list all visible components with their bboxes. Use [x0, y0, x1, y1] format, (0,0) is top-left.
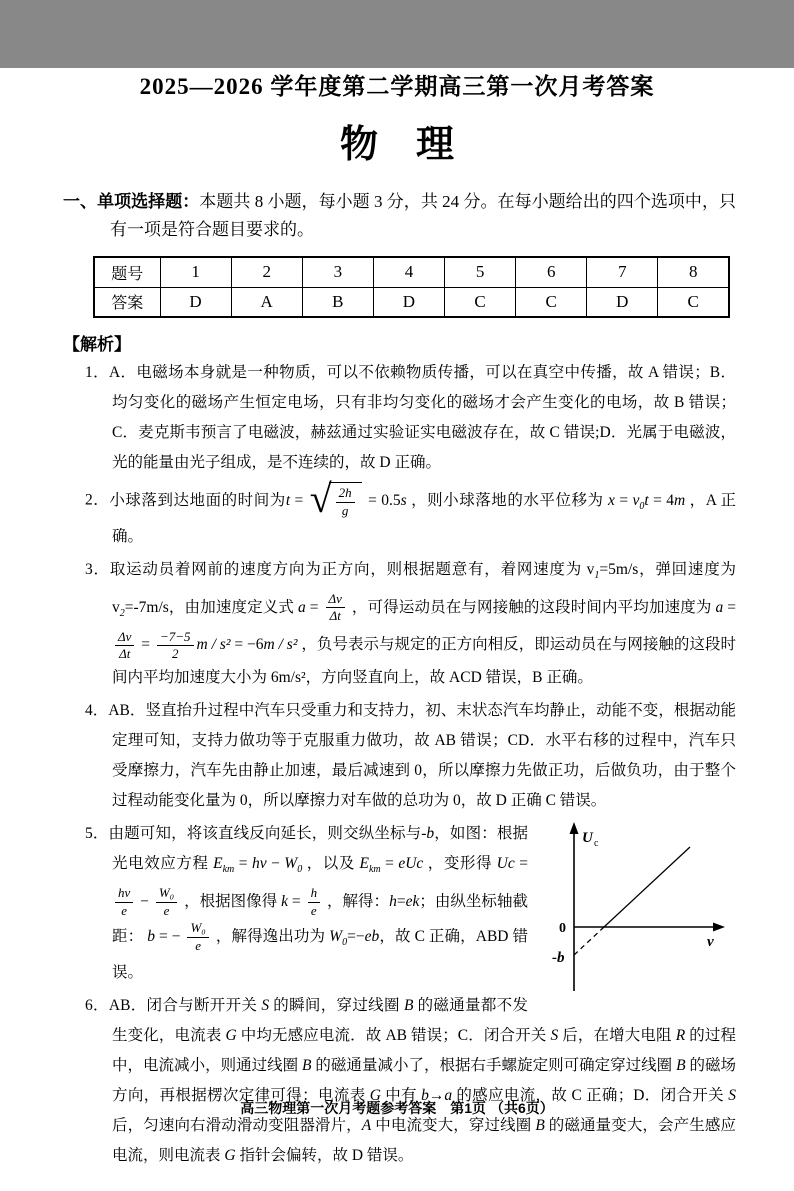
answer-table: [93, 256, 730, 318]
answer-cell: C: [658, 287, 729, 317]
analysis-item-3: [85, 555, 736, 694]
photoelectric-graph: [540, 819, 736, 999]
item-text: A．电磁场本身就是一种物质，可以不依赖物质传播，可以在真空中传播，故 A 错误；B．均匀变化的磁场产生恒定电场，只有非均匀变化的磁场才会产生变化的电场，故 B 错误；C．麦克斯韦预言了电磁波，赫兹通过实验证实电磁波存在，故 C 错误;D．光属于电磁波，光的能量由光子组成，是不连续的，故 D 正确。: [108, 364, 736, 471]
question-number-cell: 6: [516, 257, 587, 287]
section-intro: 本题共 8 小题，每小题 3 分，共 24 分。在每小题给出的四个选项中，只有一项是符合题目要求的。: [110, 192, 737, 239]
item-number: 3．: [85, 560, 110, 578]
graph-line-dashed: [574, 927, 604, 955]
section-heading: 一、单项选择题：: [63, 192, 200, 211]
analysis-label: 【解析】: [63, 335, 131, 354]
item-text: 小球落到达地面的时间为t = √ $\frac{2h}{g}$ = 0.5s ，则小球落地的水平位移为 $x = v_0t = 4m$ ，A 正确。: [109, 476, 736, 545]
item-text: AB．竖直抬升过程中汽车只受重力和支持力，初、末状态汽车均静止，动能不变，根据动能定理可知，支持力做功等于克服重力做功，故 AB 错误；CD．水平右移的过程中，汽车只受摩擦力，汽车先由静止加速，最后减速到 0，所以摩擦力先做正功，后做负功，由于整个过程动能变化量为 0，所以摩擦力对车做的总功为 0，故 D 正确 C 错误。: [108, 702, 736, 810]
item-text: 取运动员着网前的速度方向为正方向，则根据题意有，着网速度为 $v_1=5m/s$，弹回速度为 $v_2=-7m/s$，由加速度定义式 a = $\frac{\Delta v}{\Delta t}$ ，可得运动员在与网接触的这段时间内平均加速度为 a = $\frac{\Delta v}{\Delta t}$ = $\frac{-7-5}{2}$ m / s² = −6m / s² ，负号表示与规定的正方向相反，即运动员在与网接触的这段时间内平均加速度大小为 6m/s²，方向竖直向上，故 ACD 错误，B 正确。: [109, 560, 736, 687]
item-number: 2．: [85, 491, 110, 509]
answer-cell: A: [231, 287, 302, 317]
analysis-item-4: [85, 696, 736, 816]
page-title: 2025—2026 学年度第二学期高三第一次月考答案: [139, 74, 655, 99]
item-text: AB．闭合与断开开关 S 的瞬间，穿过线圈 B 的磁通量都不发生变化，电流表 G 中均无感应电流．故 AB 错误；C．闭合开关 S 后，在增大电阻 R 的过程中，电流减小，则通过线圈 B 的磁通量减小了，根据右手螺旋定则可确定穿过线圈 B 的磁场方向，再根据楞次定律可得：电流表 G 中有 b→a 的感应电流，故 C 正确；D．闭合开关 S 后，匀速向右滑动滑动变阻器滑片，A 中电流变大，穿过线圈 B 的磁通量变大，会产生感应电流，则电流表 G 指针会偏转，故 D 错误。: [108, 997, 736, 1165]
answer-cell: B: [302, 287, 373, 317]
item-text: 由题可知，将该直线反向延长，则交纵坐标与-b，如图：根据光电效应方程 $E_{km}$ = hv − $W_0$ ，以及 $E_{km}$ = eUc ，变形得 Uc = $\frac{hv}{e}$ − $\frac{\text{W₀}}{e}$ ，根据图像得 k = $\frac{h}{e}$ ，解得：h=ek；由纵坐标轴截距： b = − $\frac{\text{W₀}}{e}$ ，解得逸出功为 $W_0=-eb$，故 C 正确，ABD 错误。: [108, 825, 528, 982]
question-number-cell: 7: [587, 257, 658, 287]
section-heading-paragraph: [63, 188, 737, 244]
answer-cell: C: [445, 287, 516, 317]
y-axis-arrow: [570, 822, 579, 834]
answer-row-header: 答案: [94, 287, 160, 317]
answer-row: [94, 287, 729, 317]
question-number-row: [94, 257, 729, 287]
graph-line-solid: [604, 847, 690, 927]
intercept-label: -b: [552, 950, 565, 967]
question-number-cell: 8: [658, 257, 729, 287]
answer-cell: C: [516, 287, 587, 317]
question-number-cell: 2: [231, 257, 302, 287]
item-number: 5．: [85, 825, 109, 843]
item-number: 1．: [85, 364, 109, 381]
analysis-item-1: [85, 358, 736, 478]
question-number-cell: 4: [373, 257, 444, 287]
answer-cell: D: [373, 287, 444, 317]
question-number-cell: 1: [160, 257, 231, 287]
subject-title: 物 理: [339, 124, 454, 166]
question-row-header: 题号: [94, 257, 160, 287]
y-axis-label: U: [582, 830, 593, 847]
item-number: 6．: [85, 997, 109, 1015]
analysis-item-5: [85, 819, 736, 988]
x-axis-label: v: [707, 934, 714, 951]
page-footer: 高三物理第一次月考题参考答案 第1页 （共6页）: [240, 1100, 554, 1116]
answer-cell: D: [587, 287, 658, 317]
analysis-item-2: [85, 476, 736, 552]
exam-answer-page: [0, 68, 794, 1191]
analysis-item-6: [85, 991, 736, 1171]
question-number-cell: 5: [445, 257, 516, 287]
x-axis-arrow: [713, 923, 725, 932]
question-number-cell: 3: [302, 257, 373, 287]
origin-label: 0: [559, 921, 566, 937]
item-number: 4．: [85, 702, 109, 720]
answer-cell: D: [160, 287, 231, 317]
y-axis-label-subscript: c: [594, 838, 599, 850]
